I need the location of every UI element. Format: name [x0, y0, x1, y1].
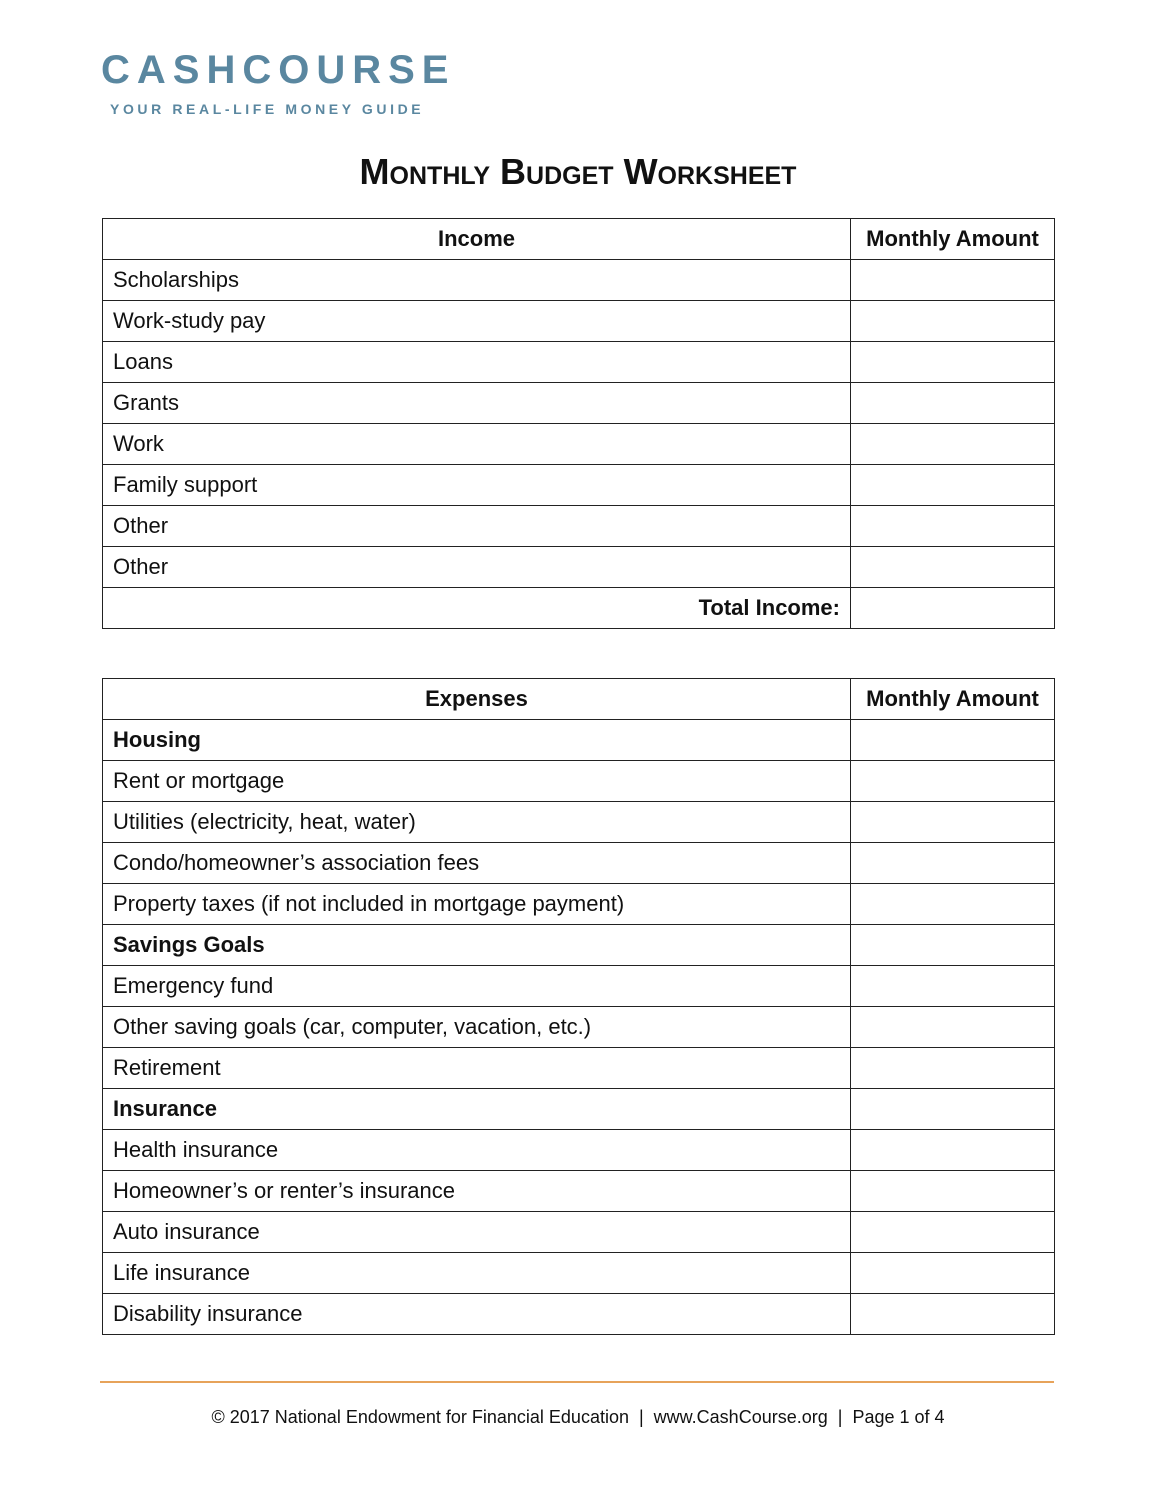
income-amount-cell[interactable]	[851, 506, 1055, 547]
logo	[101, 50, 455, 116]
expenses-amount-header: Monthly Amount	[851, 679, 1055, 720]
income-label: Scholarships	[103, 260, 851, 301]
expense-section-label: Savings Goals	[103, 925, 851, 966]
expense-section-row	[103, 1089, 1055, 1130]
expense-amount-cell[interactable]	[851, 884, 1055, 925]
income-amount-cell[interactable]	[851, 342, 1055, 383]
expense-row	[103, 1171, 1055, 1212]
expense-row	[103, 966, 1055, 1007]
title-word-budget: Budget	[500, 151, 614, 192]
expense-row	[103, 1130, 1055, 1171]
total-income-amount-cell[interactable]	[851, 588, 1055, 629]
logo-tagline: YOUR REAL-LIFE MONEY GUIDE	[110, 101, 425, 117]
income-amount-cell[interactable]	[851, 547, 1055, 588]
expense-row	[103, 761, 1055, 802]
expense-section-label: Housing	[103, 720, 851, 761]
expense-section-amount-cell[interactable]	[851, 925, 1055, 966]
expense-row	[103, 1253, 1055, 1294]
expense-amount-cell[interactable]	[851, 1294, 1055, 1335]
expense-label: Retirement	[103, 1048, 851, 1089]
income-amount-cell[interactable]	[851, 424, 1055, 465]
footer-separator: |	[837, 1407, 843, 1427]
expense-label: Emergency fund	[103, 966, 851, 1007]
expense-label: Utilities (electricity, heat, water)	[103, 802, 851, 843]
expenses-table	[102, 678, 1055, 1335]
expense-label: Rent or mortgage	[103, 761, 851, 802]
expense-label: Homeowner’s or renter’s insurance	[103, 1171, 851, 1212]
expense-label: Condo/homeowner’s association fees	[103, 843, 851, 884]
income-total-row	[103, 588, 1055, 629]
income-row	[103, 342, 1055, 383]
expense-section-row	[103, 720, 1055, 761]
expense-amount-cell[interactable]	[851, 802, 1055, 843]
title-word-worksheet: Worksheet	[623, 151, 797, 192]
expense-amount-cell[interactable]	[851, 1048, 1055, 1089]
income-amount-header: Monthly Amount	[851, 219, 1055, 260]
page-title	[0, 152, 1156, 192]
income-row	[103, 424, 1055, 465]
income-amount-cell[interactable]	[851, 383, 1055, 424]
expense-amount-cell[interactable]	[851, 761, 1055, 802]
income-row	[103, 383, 1055, 424]
expense-row	[103, 1212, 1055, 1253]
expense-amount-cell[interactable]	[851, 1171, 1055, 1212]
income-row	[103, 547, 1055, 588]
income-table	[102, 218, 1055, 629]
expense-section-amount-cell[interactable]	[851, 720, 1055, 761]
expense-row	[103, 802, 1055, 843]
title-word-monthly: Monthly	[359, 151, 491, 192]
expense-label: Health insurance	[103, 1130, 851, 1171]
expense-amount-cell[interactable]	[851, 1212, 1055, 1253]
expense-label: Auto insurance	[103, 1212, 851, 1253]
expense-section-row	[103, 925, 1055, 966]
logo-wordmark: CASHCOURSE	[101, 48, 456, 92]
footer-copyright: © 2017 National Endowment for Financial Education	[211, 1407, 629, 1427]
income-header: Income	[103, 219, 851, 260]
expense-label: Disability insurance	[103, 1294, 851, 1335]
income-row	[103, 301, 1055, 342]
expenses-header: Expenses	[103, 679, 851, 720]
income-row	[103, 506, 1055, 547]
income-amount-cell[interactable]	[851, 465, 1055, 506]
income-label: Other	[103, 506, 851, 547]
footer-divider	[100, 1381, 1054, 1383]
footer-page-number: Page 1 of 4	[852, 1407, 945, 1427]
income-label: Work	[103, 424, 851, 465]
income-label: Grants	[103, 383, 851, 424]
income-amount-cell[interactable]	[851, 260, 1055, 301]
expense-section-amount-cell[interactable]	[851, 1089, 1055, 1130]
income-label: Family support	[103, 465, 851, 506]
income-label: Loans	[103, 342, 851, 383]
expense-row	[103, 1007, 1055, 1048]
income-header-row	[103, 219, 1055, 260]
footer-separator: |	[638, 1407, 644, 1427]
expense-amount-cell[interactable]	[851, 1253, 1055, 1294]
income-label: Work-study pay	[103, 301, 851, 342]
income-row	[103, 465, 1055, 506]
expense-label: Life insurance	[103, 1253, 851, 1294]
expense-section-label: Insurance	[103, 1089, 851, 1130]
expense-row	[103, 1048, 1055, 1089]
income-label: Other	[103, 547, 851, 588]
income-row	[103, 260, 1055, 301]
expense-row	[103, 884, 1055, 925]
footer-website: www.CashCourse.org	[653, 1407, 828, 1427]
expense-row	[103, 1294, 1055, 1335]
income-amount-cell[interactable]	[851, 301, 1055, 342]
expense-amount-cell[interactable]	[851, 843, 1055, 884]
expense-row	[103, 843, 1055, 884]
expense-label: Property taxes (if not included in mortgage payment)	[103, 884, 851, 925]
expense-amount-cell[interactable]	[851, 966, 1055, 1007]
total-income-label: Total Income:	[103, 588, 851, 629]
expense-amount-cell[interactable]	[851, 1130, 1055, 1171]
expense-label: Other saving goals (car, computer, vacation, etc.)	[103, 1007, 851, 1048]
expenses-header-row	[103, 679, 1055, 720]
footer	[0, 1407, 1156, 1428]
expense-amount-cell[interactable]	[851, 1007, 1055, 1048]
